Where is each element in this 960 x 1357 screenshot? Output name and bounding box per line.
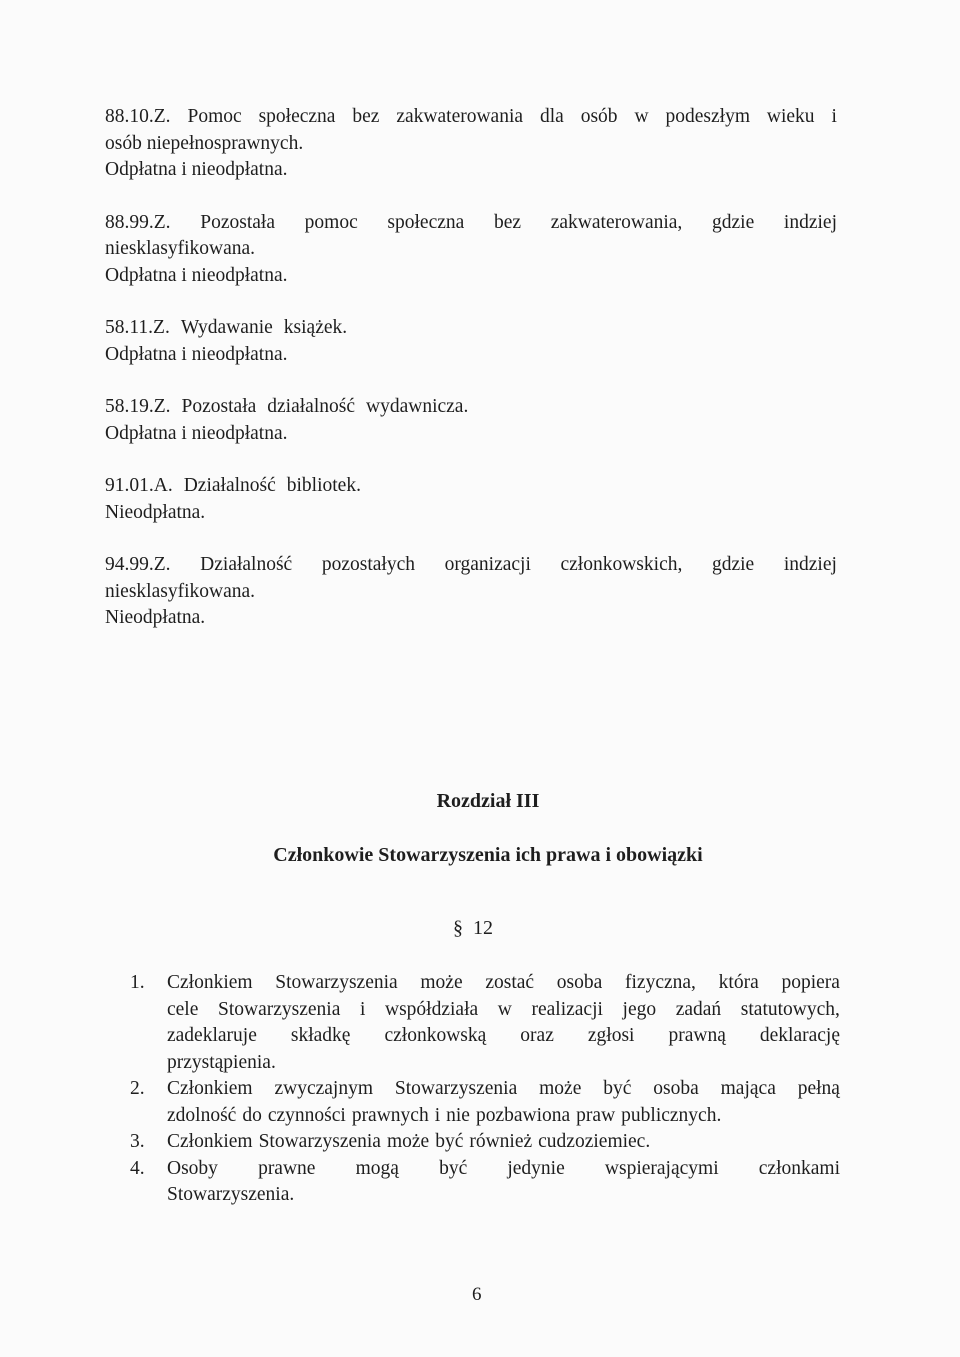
word: może <box>386 1131 430 1152</box>
word: prawnych <box>351 1104 429 1126</box>
entry-line: niesklasyfikowana. <box>105 238 256 259</box>
word: bez <box>352 106 380 127</box>
word: zakwaterowania <box>396 106 524 127</box>
word: 91.01.A. <box>105 475 173 496</box>
entry-line <box>105 104 837 131</box>
item-line <box>167 1103 840 1130</box>
word: prawne <box>258 1157 316 1179</box>
chapter-number: Rozdział III <box>436 790 540 812</box>
item-number: 4. <box>130 1157 145 1179</box>
word: Pozostała <box>181 396 257 417</box>
word: zadeklaruje <box>167 1025 257 1046</box>
word: i <box>434 1104 441 1126</box>
word: w <box>634 106 649 127</box>
word: przystąpienia. <box>167 1051 276 1073</box>
entry-line: Odpłatna i nieodpłatna. <box>105 422 288 444</box>
word: oraz <box>520 1025 554 1046</box>
word: wydawnicza. <box>366 396 469 417</box>
list-item <box>130 1076 840 1129</box>
word: zgłosi <box>587 1025 635 1046</box>
word: pomoc <box>304 211 358 233</box>
word: deklarację <box>759 1025 840 1046</box>
word: 58.11.Z. <box>105 317 170 338</box>
item-line <box>167 997 840 1024</box>
item-line <box>167 1182 840 1209</box>
list-item <box>130 970 840 1076</box>
word: 58.19.Z. <box>105 396 171 417</box>
word: indziej <box>783 554 837 575</box>
word: Stowarzyszenia. <box>167 1184 295 1205</box>
item-number: 3. <box>130 1131 145 1152</box>
word: Wydawanie <box>180 317 273 338</box>
word: mogą <box>355 1157 399 1179</box>
word: członkowskich, <box>560 554 683 575</box>
entry-line <box>105 210 837 237</box>
word: Pozostała <box>200 211 275 233</box>
page-number: 6 <box>472 1284 482 1305</box>
word: jego <box>622 998 657 1020</box>
word: statutowych, <box>740 998 840 1020</box>
word: osoba <box>556 972 603 993</box>
word: również <box>469 1131 533 1152</box>
word: cudzoziemiec. <box>538 1131 651 1152</box>
entry-line <box>105 394 837 421</box>
word: 88.10.Z. <box>105 106 171 127</box>
word: fizyczna, <box>625 972 696 993</box>
word: czynności <box>267 1104 346 1126</box>
word: w <box>497 998 512 1020</box>
word: członkami <box>758 1157 840 1179</box>
chapter-title: Członkowie Stowarzyszenia ich prawa i obowiązki <box>273 844 703 866</box>
word: Osoby <box>167 1157 218 1179</box>
word: osoba <box>653 1078 699 1099</box>
word: członkowską <box>384 1025 487 1046</box>
word: składkę <box>290 1025 351 1046</box>
word: praw <box>576 1104 616 1126</box>
pkd-entry <box>105 552 837 632</box>
word: 94.99.Z. <box>105 554 171 575</box>
word: zakwaterowania, <box>550 211 683 233</box>
word: popiera <box>781 972 840 993</box>
entry-line: Odpłatna i nieodpłatna. <box>105 159 288 180</box>
entry-line: Nieodpłatna. <box>105 501 206 523</box>
item-line <box>167 1156 840 1183</box>
word: gdzie <box>712 211 755 233</box>
word: gdzie <box>711 554 755 575</box>
entry-line <box>105 315 837 342</box>
item-line <box>167 1129 840 1156</box>
word: wieku <box>766 106 815 127</box>
word: pozostałych <box>321 554 415 575</box>
word: książek. <box>283 317 348 338</box>
item-line <box>167 1076 840 1103</box>
word: Członkiem <box>167 1078 253 1099</box>
word: Działalność <box>200 554 293 575</box>
item-line <box>167 1050 840 1077</box>
word: być <box>439 1157 468 1179</box>
word: Pomoc <box>187 106 242 127</box>
word: pełną <box>797 1078 840 1099</box>
entry-line: Odpłatna i nieodpłatna. <box>105 343 288 365</box>
list-item <box>130 1129 840 1156</box>
word: jedynie <box>507 1157 565 1179</box>
entry-line: osób niepełnosprawnych. <box>105 132 304 154</box>
word: Członkiem <box>167 1131 253 1152</box>
word: Stowarzyszenia <box>258 1131 381 1152</box>
word: prawną <box>668 1025 726 1046</box>
word: Działalność <box>183 475 276 496</box>
word: osób <box>580 106 618 127</box>
item-line <box>167 970 840 997</box>
word: która <box>718 972 759 993</box>
word: podeszłym <box>665 106 750 127</box>
word: dla <box>539 106 564 127</box>
word: zostać <box>485 972 535 993</box>
word: zwyczajnym <box>274 1078 373 1099</box>
word: realizacji <box>531 998 603 1020</box>
entry-line: Odpłatna i nieodpłatna. <box>105 264 288 286</box>
word: i <box>359 998 366 1020</box>
pkd-entry <box>105 473 837 526</box>
word: Stowarzyszenia <box>394 1078 518 1099</box>
word: organizacji <box>444 554 531 575</box>
word: społeczna <box>258 106 336 127</box>
word: Stowarzyszenia <box>218 998 341 1020</box>
list-item <box>130 1156 840 1209</box>
pkd-entry <box>105 210 837 290</box>
word: wspierającymi <box>604 1157 719 1179</box>
item-line <box>167 1023 840 1050</box>
word: Członkiem <box>167 972 253 993</box>
word: być <box>435 1131 464 1152</box>
item-number: 1. <box>130 972 145 993</box>
word: działalność <box>267 396 355 417</box>
word: może <box>420 972 463 993</box>
entry-line <box>105 473 837 500</box>
word: współdziała <box>385 998 479 1020</box>
entry-line: Nieodpłatna. <box>105 607 206 628</box>
word: 88.99.Z. <box>105 211 171 233</box>
word: zadań <box>675 998 722 1020</box>
pkd-entry <box>105 104 837 184</box>
word: społeczna <box>387 211 465 233</box>
word: być <box>603 1078 632 1099</box>
pkd-entries <box>105 104 837 632</box>
pkd-entry <box>105 315 837 368</box>
membership-list <box>130 970 840 1209</box>
word: nie <box>446 1104 470 1126</box>
entry-line: niesklasyfikowana. <box>105 580 256 602</box>
word: bez <box>494 211 522 233</box>
entry-line <box>105 552 837 579</box>
item-number: 2. <box>130 1078 145 1099</box>
word: indziej <box>783 211 837 233</box>
pkd-entry <box>105 394 837 447</box>
paragraph-sign: § 12 <box>453 917 493 939</box>
word: pozbawiona <box>475 1104 571 1126</box>
word: zdolność <box>167 1104 237 1126</box>
word: publicznych. <box>621 1104 722 1126</box>
word: bibliotek. <box>286 475 361 496</box>
word: Stowarzyszenia <box>275 972 398 993</box>
word: i <box>831 106 837 127</box>
word: do <box>242 1104 262 1126</box>
word: cele <box>167 998 199 1020</box>
word: może <box>539 1078 582 1099</box>
word: mająca <box>720 1078 776 1099</box>
